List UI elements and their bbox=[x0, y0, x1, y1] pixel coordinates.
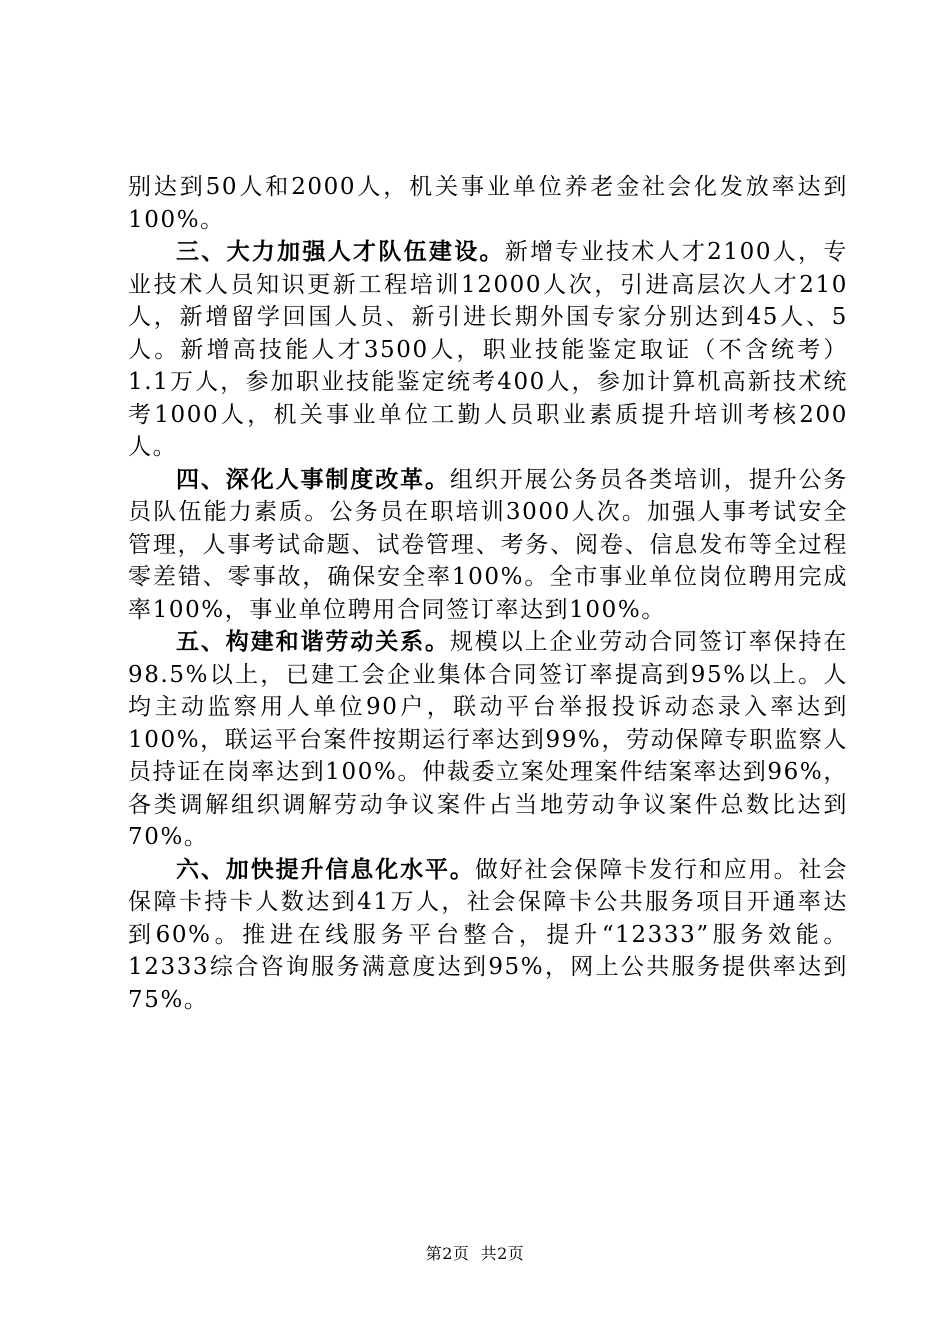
paragraph-talent-team bbox=[128, 236, 848, 464]
section-heading-informatization: 六、加快提升信息化水平。 bbox=[176, 855, 475, 883]
paragraph-labor-relations bbox=[128, 626, 848, 854]
paragraph-text: 做好社会保障卡发行和应用。社会保障卡持卡人数达到41万人，社会保障卡公共服务项目开通率达到60%。推进在线服务平台整合，提升“12333”服务效能。12333综合咨询服务满意度达到95%，网上公共服务提供率达到75%。 bbox=[128, 856, 849, 1013]
paragraph-text: 别达到50人和2000人，机关事业单位养老金社会化发放率达到100%。 bbox=[128, 174, 848, 233]
section-heading-talent-team: 三、大力加强人才队伍建设。 bbox=[176, 238, 505, 265]
paragraph-text: 规模以上企业劳动合同签订率保持在98.5%以上，已建工会企业集体合同签订率提高到95%以上。人均主动监察用人单位90户，联动平台举报投诉动态录入率达到100%，联运平台案件按期运行率达到99%，劳动保障专职监察人员持证在岗率达到100%。仲裁委立案处理案件结案率达到96%，各类调解组织调解劳动争议案件占当地劳动争议案件总数比达到70%。 bbox=[128, 629, 848, 850]
paragraph-informatization bbox=[128, 854, 848, 1017]
page-total: 共2页 bbox=[480, 1244, 525, 1263]
paragraph-text: 组织开展公务员各类培训，提升公务员队伍能力素质。公务员在职培训3000人次。加强人事考试安全管理，人事考试命题、试卷管理、考务、阅卷、信息发布等全过程零差错、零事故，确保安全率100%。全市事业单位岗位聘用完成率100%，事业单位聘用合同签订率达到100%。 bbox=[128, 466, 848, 623]
paragraph-text: 新增专业技术人才2100人，专业技术人员知识更新工程培训12000人次，引进高层次人才210人，新增留学回国人员、新引进长期外国专家分别达到45人、5人。新增高技能人才3500人，职业技能鉴定取证（不含统考）1.1万人，参加职业技能鉴定统考400人，参加计算机高新技术统考1000人，机关事业单位工勤人员职业素质提升培训考核200人。 bbox=[128, 239, 848, 460]
page-footer bbox=[0, 1244, 950, 1264]
section-heading-labor-relations: 五、构建和谐劳动关系。 bbox=[176, 628, 450, 655]
paragraph-personnel-reform bbox=[128, 464, 848, 627]
page-number: 第2页 bbox=[425, 1244, 470, 1263]
document-body bbox=[128, 171, 848, 1016]
paragraph-continuation bbox=[128, 171, 848, 236]
section-heading-personnel-reform: 四、深化人事制度改革。 bbox=[176, 465, 450, 493]
